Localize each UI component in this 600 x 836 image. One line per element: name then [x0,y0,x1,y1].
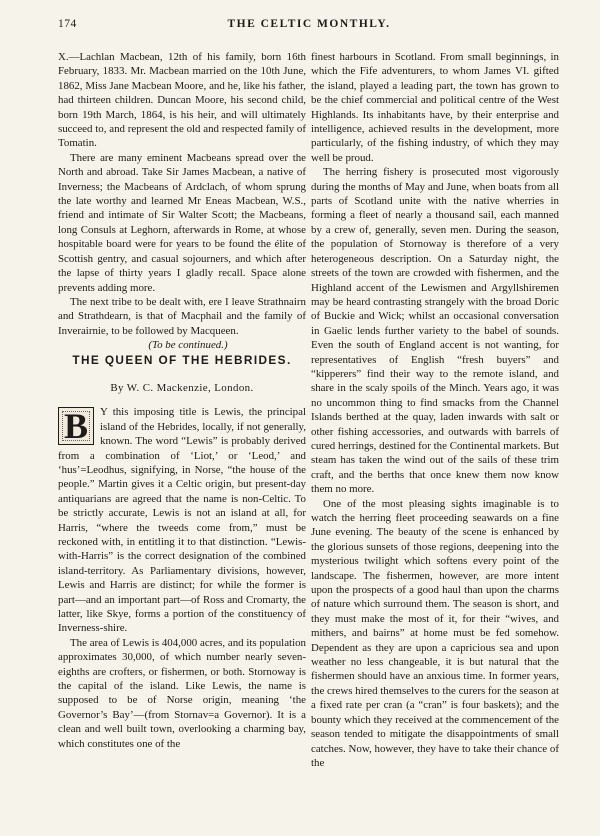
paragraph: The herring fishery is prosecuted most vigorously during the months of May and June, when boats from all parts of Scotland unite with the native wherries in forming a fleet of nearly a thousand sail, each manned by a crew of, generally, seven men. During the season, the population of Stornoway is therefore of a very heterogeneous description. On a Saturday night, the streets of the town are crowded with fishermen, and the Highland accent of the Lewismen and Argyllshiremen may be heard contrasting strangely with the broad Doric of Buckie and Wick; whilst an occasional conversation in Gaelic lends further variety to the babel of sounds. Even the south of England accent is not wanting, for representatives of English “fresh buyers” and “kipperers” find their way to the remote island, and share in the scaly spoils of the Minch. Years ago, it was no uncommon thing to find smacks from the Channel Islands berthed at the quay, laden inwards with salt or other fishing accessories, and outwards with barrels of cured herrings, destined for the Continental markets. But steam has taken the wind out of the sails of these trim craft, and the berths that once knew them now know them no more. [311,166,559,496]
right-column [311,50,559,770]
byline: By W. C. Mackenzie, London. [110,381,254,394]
article-opening [58,405,306,636]
paragraph: One of the most pleasing sights imaginable is to watch the herring fleet proceeding seawards on a fine June evening. The beauty of the scene is enhanced by the glorious sunsets of those regions, deepening into the mysterious twilight which softens every point of the landscape. The fishermen, however, are more intent upon the prospects of a good haul than upon the charms of nature which surround them. The season is short, and they must make the most of it, for their “wives, and mithers, and bairns” at home must be fed somehow. Dependent as they are upon a capricious sea and upon weather no less changeable, it is but natural that the fishermen should have an anxious time. In former years, the crews hired themselves to the curers for the season at a fixed rate per cran (a “cran” is four baskets); and the bounty which they received at the commencement of the season tended to mitigate the disappointments of small catches. Now, however, they have to take their chance of the [311,497,559,769]
to-be-continued-note: (To be continued.) [148,339,228,352]
article-title: THE QUEEN OF THE HEBRIDES. [72,352,292,367]
paragraph: X.—Lachlan Macbean, 12th of his family, born 16th February, 1833. Mr. Macbean married on the 10th June, 1862, Miss Jane Macbean Moore, and he, like his father, had thirteen children. Duncan Moore, his second child, born 19th March, 1864, is his heir, and will ultimately succeed to, and represent the old and respected family of Tomatin. [58,51,306,150]
dropcap-ornament [58,407,94,445]
paragraph: The next tribe to be dealt with, ere I leave Strathnairn and Strathdearn, is that of Macphail and the family of Inverairnie, to be followed by Macqueen. [58,295,306,337]
paragraph: finest harbours in Scotland. From small beginnings, in which the Fife adventurers, to whom James VI. gifted the island, played a leading part, the town has grown to be the chief commercial and political centre of the West Highlands. Its inhabitants have, by their enterprise and intelligence, achieved results in the development, more particularly, of the fishing industry, of which they may well be proud. [311,51,559,164]
page-number: 174 [58,18,77,30]
running-title: THE CELTIC MONTHLY. [227,18,391,30]
paragraph: There are many eminent Macbeans spread over the North and abroad. Take Sir James Macbean, a native of Inverness; the Macbeans of Ardclach, of whom sprung the late worthy and learned Mr Eneas Macbean, W.S., friend and intimate of Sir Walter Scott; the Macbeans, long Consuls at Leghorn, afterwards in Rome, at whose hospitable board were for years to be found the élite of Scottish gentry, and casual sojourners, and which after the lapse of thirty years I gladly recall. Space alone prevents adding more. [58,151,306,294]
page-header [58,18,560,34]
dropcap-letter: B [63,406,88,447]
paragraph: Y this imposing title is Lewis, the principal island of the Hebrides, locally, if not generally, known. The word “Lewis” is probably derived from a combination of ‘Liot,’ or ‘Leod,’ and ‘hus’=Leodhus, signifying, in Norse, “the house of the people.” Martin gives it a Celtic origin, but present-day antiquarians are agreed that the name is non-Celtic. To be strictly accurate, Lewis is not an island at all, for Harris, “where the tweeds come from,” must be reckoned with, in entitling it to that distinction. “Lewis-with-Harris” is the correct designation of the combined island-territory. As Parliamentary divisions, however, Lewis and Harris are distinct; for while the former is part—and an important part—of Ross and Cromarty, the latter, like Skye, forms a portion of the constituency of Inverness-shire. [58,406,306,635]
paragraph: The area of Lewis is 404,000 acres, and its population approximates 30,000, of which number nearly seven-eighths are crofters, or fishermen, or both. Stornoway is the capital of the island. Like Lewis, the name is supposed to be of Norse origin, meaning ‘the Governor’s Bay’—(from Stornav=a Governor). It is a clean and well built town, overlooking a charming bay, which constitutes one of the [58,636,306,750]
left-column [58,50,306,751]
